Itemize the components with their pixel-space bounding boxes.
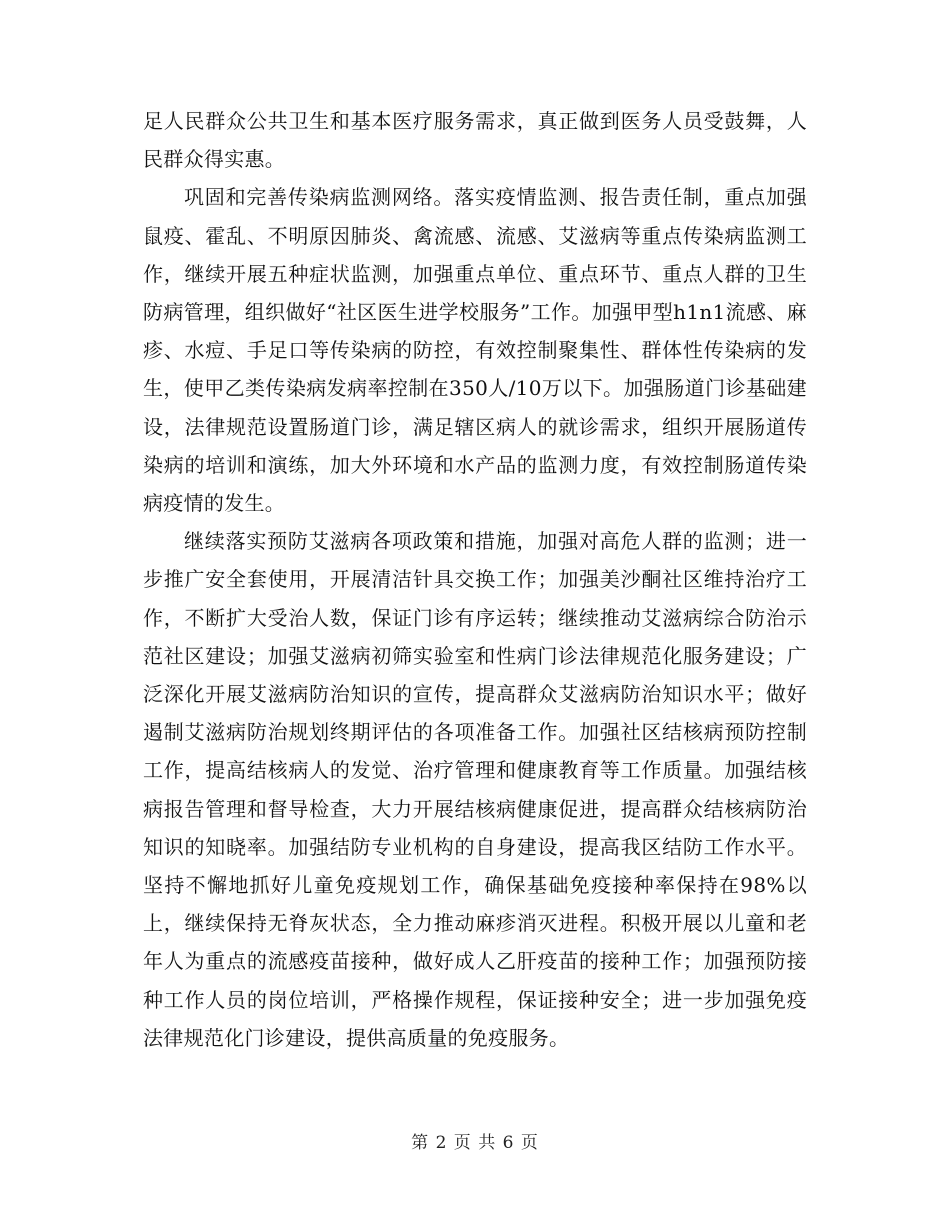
paragraph-3: 继续落实预防艾滋病各项政策和措施，加强对高危人群的监测；进一步推广安全套使用，开展清洁针具交换工作；加强美沙酮社区维持治疗工作，不断扩大受治人数，保证门诊有序运转；继续推动艾滋病综合防治示范社区建设；加强艾滋病初筛实验室和性病门诊法律规范化服务建设；广泛深化开展艾滋病防治知识的宣传，提高群众艾滋病防治知识水平；做好遏制艾滋病防治规划终期评估的各项准备工作。加强社区结核病预防控制工作，提高结核病人的发觉、治疗管理和健康教育等工作质量。加强结核病报告管理和督导检查，大力开展结核病健康促进，提高群众结核病防治知识的知晓率。加强结防专业机构的自身建设，提高我区结防工作水平。坚持不懈地抓好儿童免疫规划工作，确保基础免疫接种率保持在98%以上，继续保持无脊灰状态，全力推动麻疹消灭进程。积极开展以儿童和老年人为重点的流感疫苗接种，做好成人乙肝疫苗的接种工作；加强预防接种工作人员的岗位培训，严格操作规程，保证接种安全；进一步加强免疫法律规范化门诊建设，提供高质量的免疫服务。 (143, 529, 807, 1050)
paragraph-2: 巩固和完善传染病监测网络。落实疫情监测、报告责任制，重点加强鼠疫、霍乱、不明原因肺炎、禽流感、流感、艾滋病等重点传染病监测工作，继续开展五种症状监测，加强重点单位、重点环节、重点人群的卫生防病管理，组织做好“社区医生进学校服务”工作。加强甲型h1n1流感、麻疹、水痘、手足口等传染病的防控，有效控制聚集性、群体性传染病的发生，使甲乙类传染病发病率控制在350人/10万以下。加强肠道门诊基础建设，法律规范设置肠道门诊，满足辖区病人的就诊需求，组织开展肠道传染病的培训和演练，加大外环境和水产品的监测力度，有效控制肠道传染病疫情的发生。 (143, 185, 807, 516)
page-number-footer: 第 2 页 共 6 页 (411, 1133, 539, 1153)
paragraph-1: 足人民群众公共卫生和基本医疗服务需求，真正做到医务人员受鼓舞，人民群众得实惠。 (143, 109, 807, 172)
document-body (143, 102, 807, 1057)
